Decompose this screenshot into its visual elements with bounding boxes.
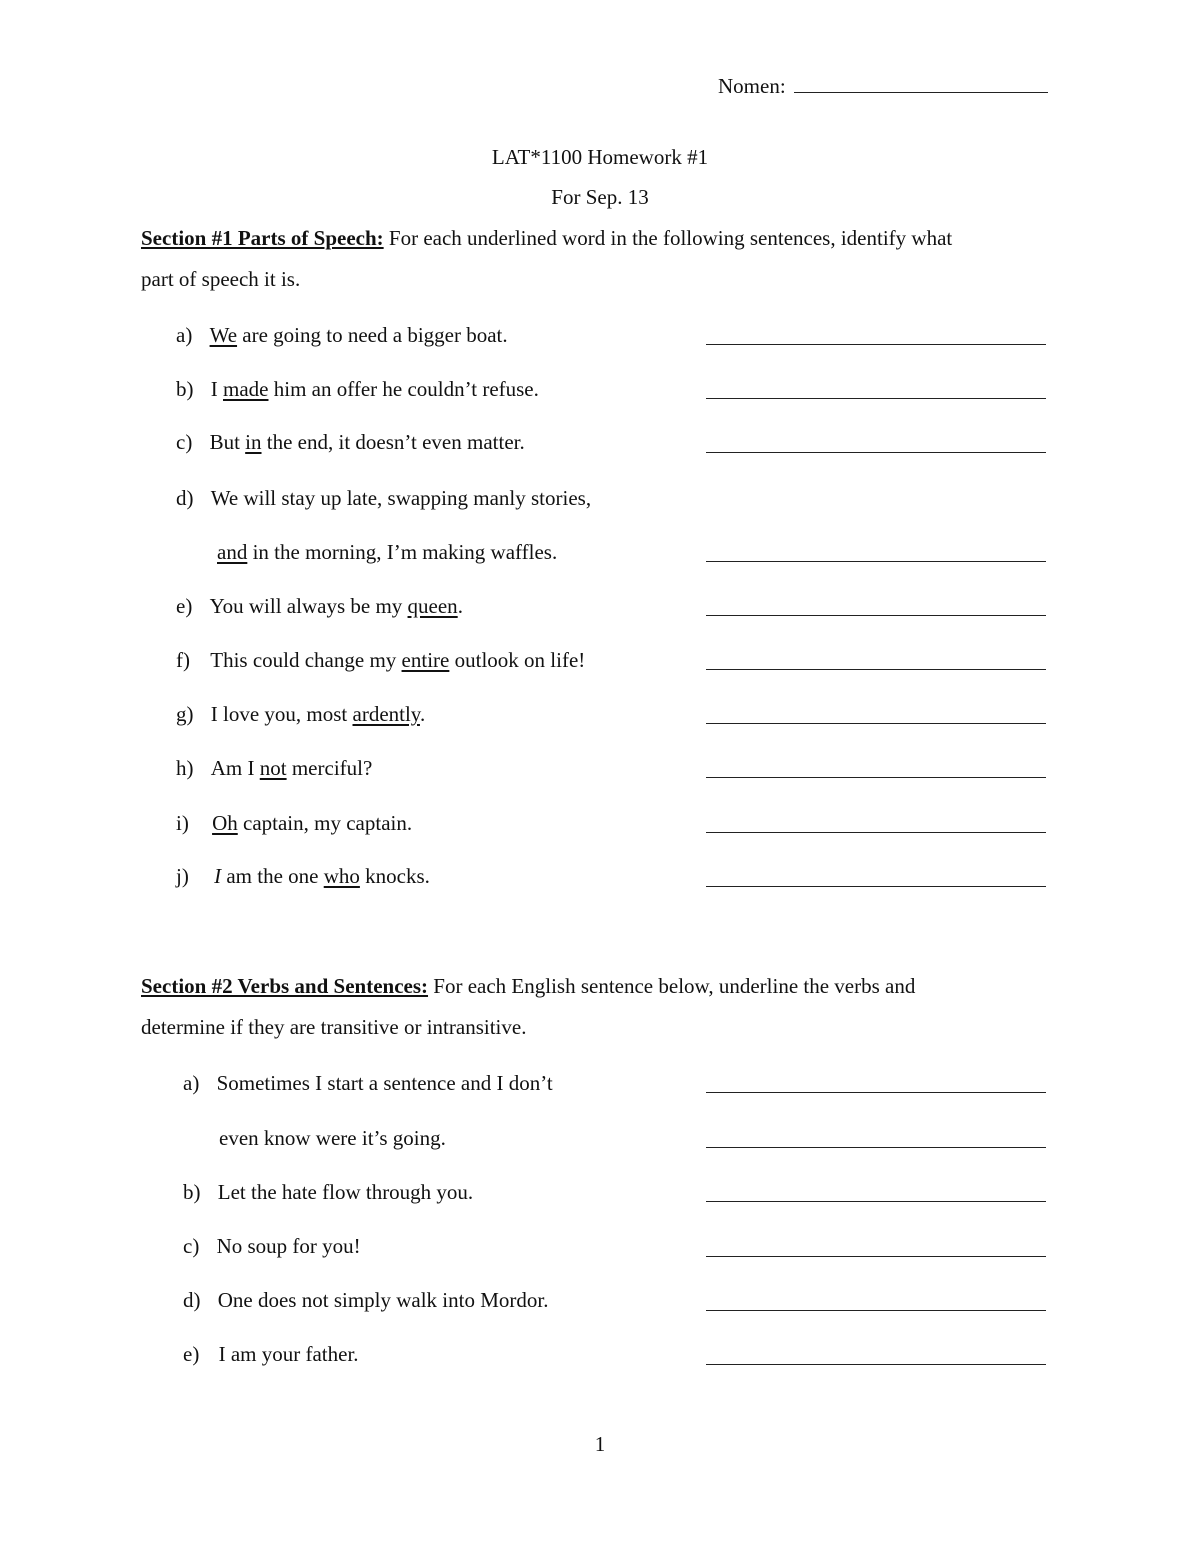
s2-answer-line-d[interactable]: [706, 1310, 1046, 1311]
s1-item-f: f) This could change my entire outlook on life!: [176, 648, 586, 672]
s1-underlined-word: entire: [401, 648, 450, 672]
s2-answer-line-a2[interactable]: [706, 1147, 1046, 1148]
s1-answer-line-i[interactable]: [706, 832, 1046, 833]
s1-item-b: b) I made him an offer he couldn’t refuse.: [176, 377, 539, 401]
s1-item-letter: d): [176, 486, 194, 510]
s1-underlined-word: in: [245, 430, 262, 454]
s1-underlined-word: not: [259, 756, 287, 780]
s1-answer-line-h[interactable]: [706, 777, 1046, 778]
s1-item-letter: c): [176, 430, 193, 454]
s1-item-e: e) You will always be my queen.: [176, 594, 463, 618]
s2-item-letter: e): [183, 1342, 200, 1366]
section1-instr-line1: For each underlined word in the following sentences, identify what: [383, 226, 953, 250]
s1-answer-line-c[interactable]: [706, 452, 1046, 453]
s2-item-a: a) Sometimes I start a sentence and I don’t: [183, 1071, 553, 1095]
name-blank-line[interactable]: [794, 92, 1048, 93]
s1-item-i: i) Oh captain, my captain.: [176, 811, 413, 835]
s2-answer-line-a1[interactable]: [706, 1092, 1046, 1093]
s2-item-c: c) No soup for you!: [183, 1234, 361, 1258]
s2-answer-line-c[interactable]: [706, 1256, 1046, 1257]
s1-item-c: c) But in the end, it doesn’t even matter.: [176, 430, 525, 454]
section2-instr-line2: determine if they are transitive or intransitive.: [141, 1015, 527, 1039]
s1-item-a: a) We are going to need a bigger boat.: [176, 323, 508, 347]
s1-underlined-word: ardently: [352, 702, 420, 726]
s1-underlined-word: and: [217, 540, 248, 564]
page-number: 1: [594, 1432, 606, 1456]
s1-item-h: h) Am I not merciful?: [176, 756, 373, 780]
s1-item-letter: a): [176, 323, 193, 347]
s2-item-a-line2: even know were it’s going.: [219, 1126, 446, 1150]
s2-item-letter: c): [183, 1234, 200, 1258]
page-title: LAT*1100 Homework #1: [491, 145, 709, 169]
s1-underlined-word: Oh: [212, 811, 238, 835]
s2-item-letter: d): [183, 1288, 201, 1312]
s2-answer-line-b[interactable]: [706, 1201, 1046, 1202]
s1-item-letter: b): [176, 377, 194, 401]
s1-answer-line-e[interactable]: [706, 615, 1046, 616]
s1-underlined-word: who: [323, 864, 360, 888]
s2-item-letter: a): [183, 1071, 200, 1095]
s1-item-letter: f): [176, 648, 190, 672]
s2-item-letter: b): [183, 1180, 201, 1204]
s1-answer-line-b[interactable]: [706, 398, 1046, 399]
section1-instructions: [141, 226, 952, 251]
s1-underlined-word: queen: [407, 594, 458, 618]
section2-instructions: [141, 974, 915, 999]
s1-underlined-word: We: [209, 323, 238, 347]
s1-item-letter: h): [176, 756, 194, 780]
s2-item-e: e) I am your father.: [183, 1342, 359, 1366]
section2-heading: Section #2 Verbs and Sentences:: [141, 974, 429, 998]
s1-answer-line-j[interactable]: [706, 886, 1046, 887]
s1-item-letter: i): [176, 811, 189, 835]
name-field[interactable]: [718, 74, 1048, 99]
s1-answer-line-g[interactable]: [706, 723, 1046, 724]
section1-heading: Section #1 Parts of Speech:: [141, 226, 384, 250]
s2-item-d: d) One does not simply walk into Mordor.: [183, 1288, 549, 1312]
s1-answer-line-f[interactable]: [706, 669, 1046, 670]
section1-instr-line2: part of speech it is.: [141, 267, 301, 291]
s1-underlined-word: made: [223, 377, 269, 401]
s1-item-letter: g): [176, 702, 194, 726]
s2-answer-line-e[interactable]: [706, 1364, 1046, 1365]
section2-instr-line1: For each English sentence below, underline the verbs and: [428, 974, 916, 998]
s1-item-letter: j): [176, 864, 189, 888]
s1-item-g: g) I love you, most ardently.: [176, 702, 426, 726]
s1-answer-line-d[interactable]: [706, 561, 1046, 562]
s1-item-letter: e): [176, 594, 193, 618]
s2-item-b: b) Let the hate flow through you.: [183, 1180, 474, 1204]
s1-item-d: d) We will stay up late, swapping manly stories,: [176, 486, 592, 510]
s1-answer-line-a[interactable]: [706, 344, 1046, 345]
name-label: Nomen:: [718, 74, 786, 98]
s1-item-j: j) I am the one who knocks.: [176, 864, 430, 888]
due-date: For Sep. 13: [551, 185, 649, 209]
s1-item-d-line2: and in the morning, I’m making waffles.: [217, 540, 558, 564]
